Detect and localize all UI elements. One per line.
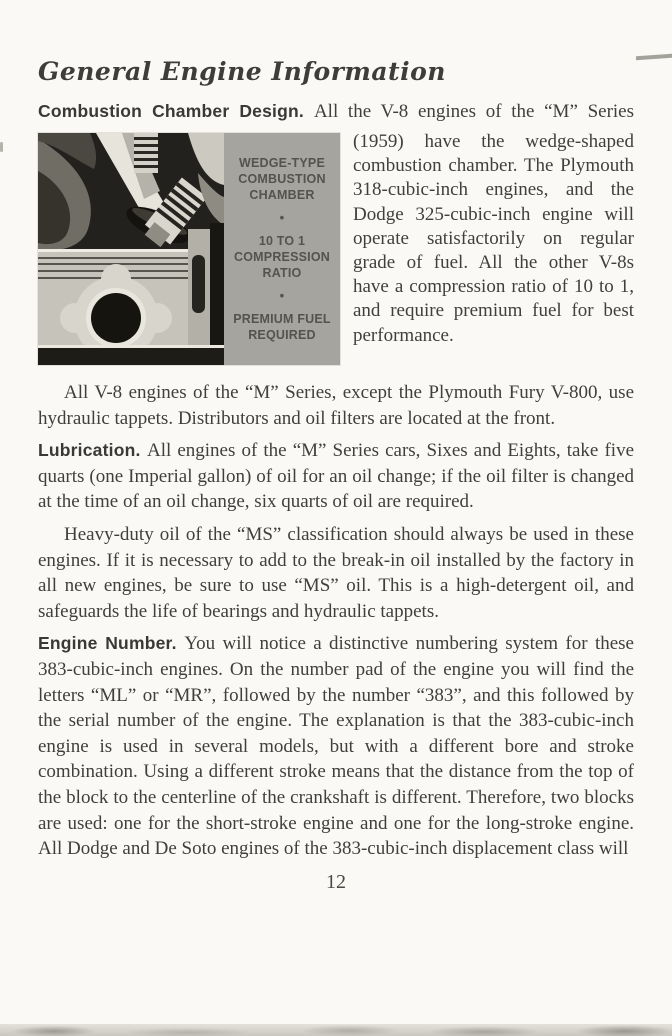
page-number: 12: [326, 870, 346, 893]
engine-cutaway-figure: [38, 133, 340, 365]
scanned-manual-page: [0, 56, 672, 1036]
caption-bullet-icon: •: [279, 210, 285, 225]
paragraph-heavy-duty-oil: Heavy-duty oil of the “MS” classification should always be used in these engines. If it is necessary to add to the break-in oil installed by the factory in all new engines, be sure to use “MS” oil. This is a high-detergent oil, and safeguards the life of bearings and hydraulic tappets.: [38, 523, 634, 622]
heading-lubrication: Lubrication.: [38, 440, 141, 461]
caption-line: REQUIRED: [248, 328, 316, 342]
paragraph-combustion-continuation: (1959) have the wedge-shaped combustion chamber. The Plymouth 318-cubic-inch engines, and the Dodge 325-cubic-inch engine will operate satisfactorily on regular grade of fuel. All the other V-8s have a compression ratio of 10 to 1, and require premium fuel for best performance.: [353, 131, 634, 346]
scan-bottom-edge-artifact: [0, 1024, 672, 1036]
paragraph-lubrication: [38, 438, 634, 515]
heading-combustion-chamber-design: Combustion Chamber Design.: [38, 101, 304, 121]
page-title: General Engine Information: [38, 57, 446, 86]
figure-row: [38, 133, 634, 365]
paragraph-lubrication-text: All engines of the “M” Series cars, Sixes and Eights, take five quarts (one Imperial gallon) of oil for an oil change; if the oil filter is changed at the time of an oil change, six quarts of oil are required.: [38, 440, 634, 513]
caption-bullet-icon: •: [279, 288, 285, 303]
engine-cutaway-photo: [38, 133, 224, 365]
caption-line: WEDGE-TYPE: [238, 156, 326, 170]
paragraph-engine-number-text: You will notice a distinctive numbering system for these 383-cubic-inch engines. On the number pad of the engine you will find the letters “ML” or “MR”, followed by the number “383”, and this followed by the serial number of the engine. The explanation is that the 383-cubic-inch engine is used in several models, but with a different bore and stroke combination. Using a different stroke means that the distance from the top of the block to the centerline of the crankshaft is different. Therefore, two blocks are used: one for the short-stroke engine and one for the long-stroke engine. All Dodge and De Soto engines of the 383-cubic-inch displacement class will: [38, 633, 634, 860]
caption-line: CHAMBER: [249, 188, 315, 202]
page-body: [0, 56, 672, 894]
caption-line: COMPRESSION: [234, 250, 330, 264]
paragraph-combustion-lead: [38, 98, 634, 125]
caption-line: COMBUSTION: [238, 172, 326, 186]
figure-caption-panel: [224, 133, 340, 365]
heading-engine-number: Engine Number.: [38, 633, 177, 654]
caption-line: 10 TO 1: [258, 234, 306, 248]
caption-line: RATIO: [262, 266, 302, 280]
caption-line: PREMIUM FUEL: [233, 312, 331, 326]
paragraph-combustion-intro-text: All the V-8 engines of the “M” Series: [313, 101, 634, 122]
paragraph-engine-number: [38, 631, 634, 861]
paragraph-hydraulic-tappets: All V-8 engines of the “M” Series, except the Plymouth Fury V-800, use hydraulic tappets. Distributors and oil filters are located at the front.: [38, 382, 634, 429]
